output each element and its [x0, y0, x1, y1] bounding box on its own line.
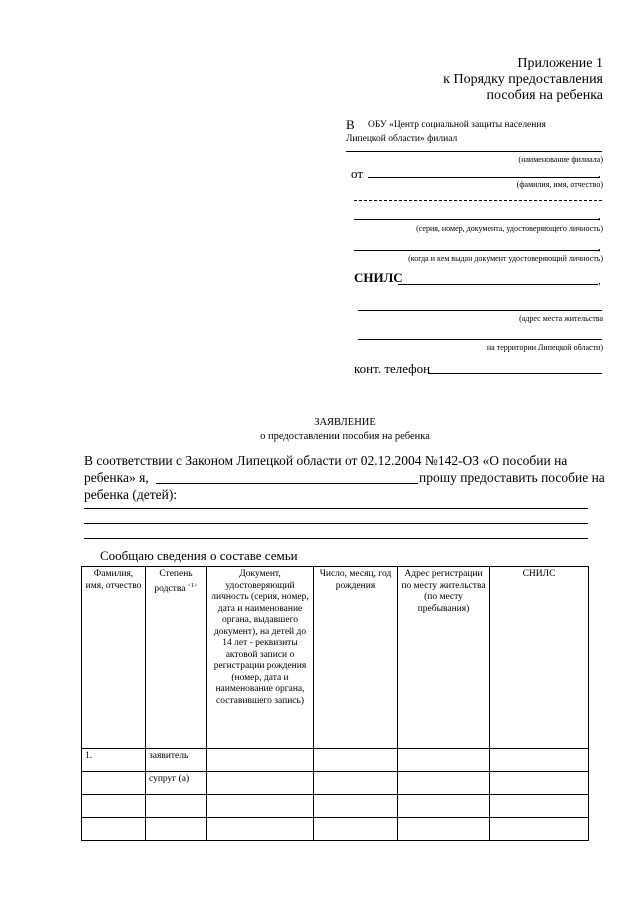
fio-line[interactable] [368, 177, 600, 178]
children-line-2[interactable] [84, 523, 588, 524]
family-table-header [82, 567, 589, 749]
appendix-line-2: к Порядку предоставления [443, 72, 603, 87]
document-comma: , [598, 210, 601, 222]
row-4-relation[interactable] [146, 818, 207, 841]
header-relation-label: Степень родства [154, 569, 193, 594]
header-relation [146, 567, 207, 749]
statement-title: ЗАЯВЛЕНИЕ [314, 417, 376, 428]
table-row [82, 749, 589, 772]
snils-line[interactable] [398, 284, 598, 285]
header-document: Документ, удостоверяющий личность (серия, номер, дата и наименование органа, выдавшего документ), на детей до 14 лет - реквизиты актовой записи о регистрации рождения (номер, дата и наименование органа, составившего запись) [207, 567, 314, 749]
document-caption: (серия, номер, документа, удостоверяющего личность) [416, 224, 603, 233]
header-snils: СНИЛС [490, 567, 589, 749]
row-2-num[interactable] [82, 772, 146, 795]
row-4-address[interactable] [398, 818, 490, 841]
address-line[interactable] [358, 310, 602, 311]
children-line-1[interactable] [84, 508, 588, 509]
from-label: от [351, 166, 364, 181]
row-1-num[interactable]: 1. [82, 749, 146, 772]
statement-subtitle: о предоставлении пособия на ребенка [260, 431, 430, 442]
row-2-address[interactable] [398, 772, 490, 795]
row-1-document[interactable] [207, 749, 314, 772]
address-caption: (адрес места жительства [519, 314, 603, 323]
branch-caption: (наименование филиала) [518, 155, 603, 164]
appendix-line-1: Приложение 1 [517, 56, 603, 71]
row-2-birth[interactable] [314, 772, 398, 795]
statement-line-2a: ребенка» я, [84, 470, 149, 485]
phone-label: конт. телефон [354, 361, 431, 376]
row-4-snils[interactable] [490, 818, 589, 841]
statement-line-2b: прошу предоставить пособие на [419, 470, 605, 485]
row-1-snils[interactable] [490, 749, 589, 772]
row-2-snils[interactable] [490, 772, 589, 795]
fio-comma: , [598, 168, 601, 180]
family-table [81, 566, 589, 841]
snils-label: СНИЛС [354, 270, 403, 285]
statement-line-3: ребенка (детей): [84, 487, 178, 502]
row-1-address[interactable] [398, 749, 490, 772]
appendix-line-3: пособия на ребенка [486, 88, 603, 103]
applicant-name-line[interactable] [156, 483, 418, 484]
territory-line[interactable] [358, 339, 602, 340]
header-name: Фамилия, имя, отчество [82, 567, 146, 749]
document-line[interactable] [354, 219, 600, 220]
row-4-birth[interactable] [314, 818, 398, 841]
fio-caption: (фамилия, имя, отчество) [516, 180, 603, 189]
row-3-address[interactable] [398, 795, 490, 818]
issued-caption: (когда и кем выдан документ удостоверяющий личность) [408, 254, 603, 263]
recipient-prefix: В [346, 117, 355, 132]
header-birth: Число, месяц, год рождения [314, 567, 398, 749]
row-3-birth[interactable] [314, 795, 398, 818]
row-3-num[interactable] [82, 795, 146, 818]
table-row [82, 818, 589, 841]
row-3-document[interactable] [207, 795, 314, 818]
branch-name-line[interactable] [346, 151, 602, 152]
row-4-document[interactable] [207, 818, 314, 841]
family-intro: Сообщаю сведения о составе семьи [100, 548, 298, 563]
row-1-relation[interactable]: заявитель [146, 749, 207, 772]
children-line-3[interactable] [84, 538, 588, 539]
row-4-num[interactable] [82, 818, 146, 841]
fio-continuation-line[interactable] [354, 200, 602, 201]
row-3-relation[interactable] [146, 795, 207, 818]
row-3-snils[interactable] [490, 795, 589, 818]
row-2-relation[interactable]: супруг (а) [146, 772, 207, 795]
recipient-org-line1: ОБУ «Центр социальной защиты населения [368, 120, 546, 130]
row-2-document[interactable] [207, 772, 314, 795]
recipient-org-line2: Липецкой области» филиал [346, 134, 458, 144]
territory-caption: на территории Липецкой области) [486, 343, 603, 352]
table-row [82, 795, 589, 818]
row-1-birth[interactable] [314, 749, 398, 772]
issued-line[interactable] [354, 250, 600, 251]
phone-line[interactable] [428, 373, 602, 374]
header-address: Адрес регистрации по месту жительства (по месту пребывания) [398, 567, 490, 749]
header-relation-note: <1> [187, 582, 198, 589]
statement-line-1: В соответствии с Законом Липецкой области от 02.12.2004 №142-ОЗ «О пособии на [84, 453, 568, 468]
table-row [82, 772, 589, 795]
snils-comma: , [598, 275, 601, 287]
issued-comma: , [598, 241, 601, 253]
